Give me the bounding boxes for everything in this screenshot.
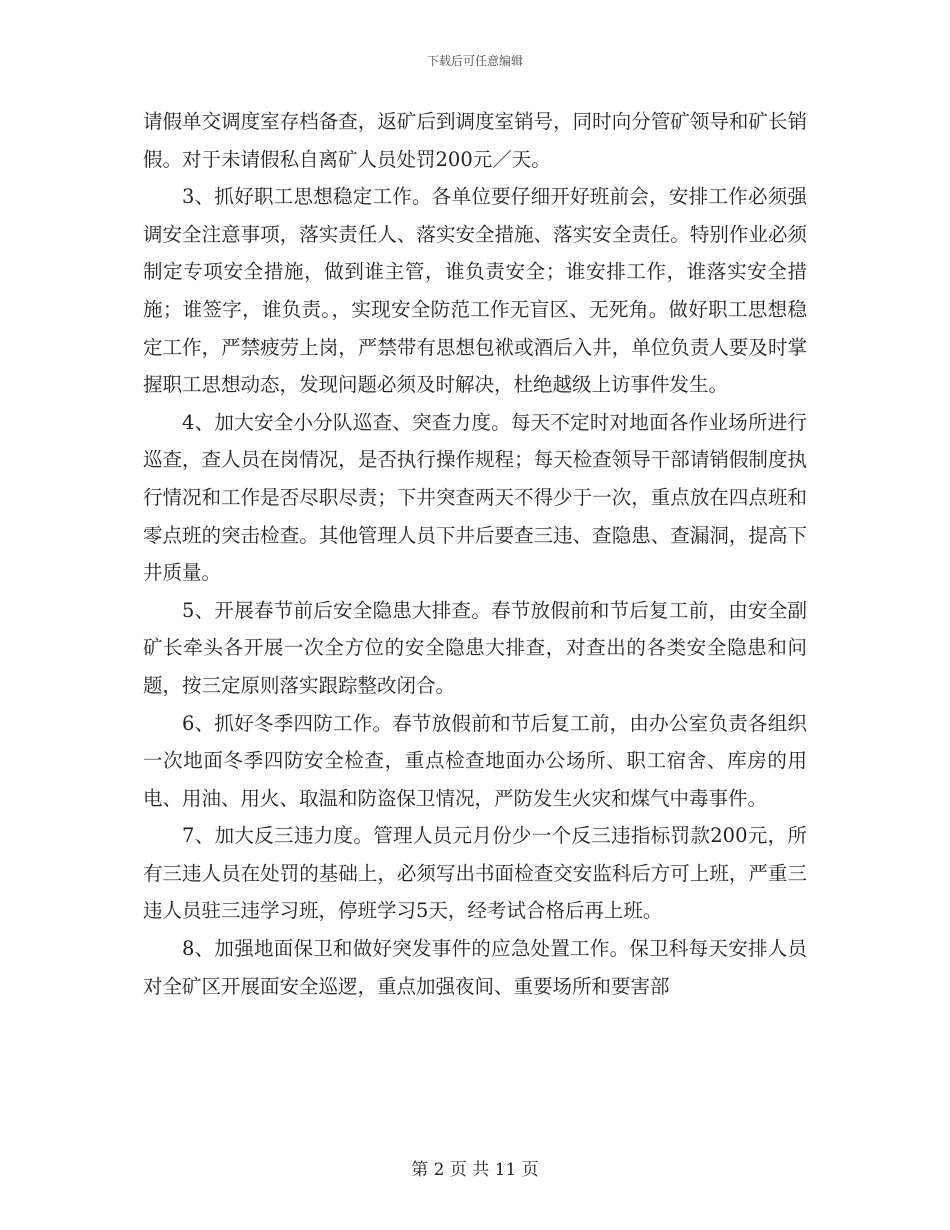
paragraph-item-5: 5、开展春节前后安全隐患大排查。春节放假前和节后复工前，由安全副矿长牵头各开展一次全方位的安全隐患大排查，对查出的各类安全隐患和问题，按三定原则落实跟踪整改闭合。: [143, 598, 807, 697]
paragraph-item-4: 4、加大安全小分队巡查、突查力度。每天不定时对地面各作业场所进行巡查，查人员在岗情况，是否执行操作规程；每天检查领导干部请销假制度执行情况和工作是否尽职尽责；下井突查两天不得少于一次，重点放在四点班和零点班的突击检查。其他管理人员下井后要查三违、查隐患、查漏洞，提高下井质量。: [143, 410, 807, 585]
paragraph-item-3: 3、抓好职工思想稳定工作。各单位要仔细开好班前会，安排工作必须强调安全注意事项，落实责任人、落实安全措施、落实安全责任。特别作业必须制定专项安全措施，做到谁主管，谁负责安全；谁安排工作，谁落实安全措施；谁签字，谁负责。，实现安全防范工作无盲区、无死角。做好职工思想稳定工作，严禁疲劳上岗，严禁带有思想包袱或酒后入井，单位负责人要及时掌握职工思想动态，发现问题必须及时解决，杜绝越级上访事件发生。: [143, 185, 807, 397]
paragraph-item-8: 8、加强地面保卫和做好突发事件的应急处置工作。保卫科每天安排人员对全矿区开展面安全巡逻，重点加强夜间、重要场所和要害部: [143, 937, 807, 998]
document-body: [143, 103, 807, 1005]
paragraph-continuation: 请假单交调度室存档备查，返矿后到调度室销号，同时向分管矿领导和矿长销假。对于未请假私自离矿人员处罚200元／天。: [143, 110, 807, 171]
page-header: 下载后可任意编辑: [426, 54, 523, 68]
paragraph-item-6: 6、抓好冬季四防工作。春节放假前和节后复工前，由办公室负责各组织一次地面冬季四防安全检查，重点检查地面办公场所、职工宿舍、库房的用电、用油、用火、取温和防盗保卫情况，严防发生火灾和煤气中毒事件。: [143, 711, 807, 810]
page-footer: 第 2 页 共 11 页: [411, 1160, 539, 1180]
paragraph-item-7: 7、加大反三违力度。管理人员元月份少一个反三违指标罚款200元，所有三违人员在处罚的基础上，必须写出书面检查交安监科后方可上班，严重三违人员驻三违学习班，停班学习5天，经考试合格后再上班。: [143, 824, 807, 923]
